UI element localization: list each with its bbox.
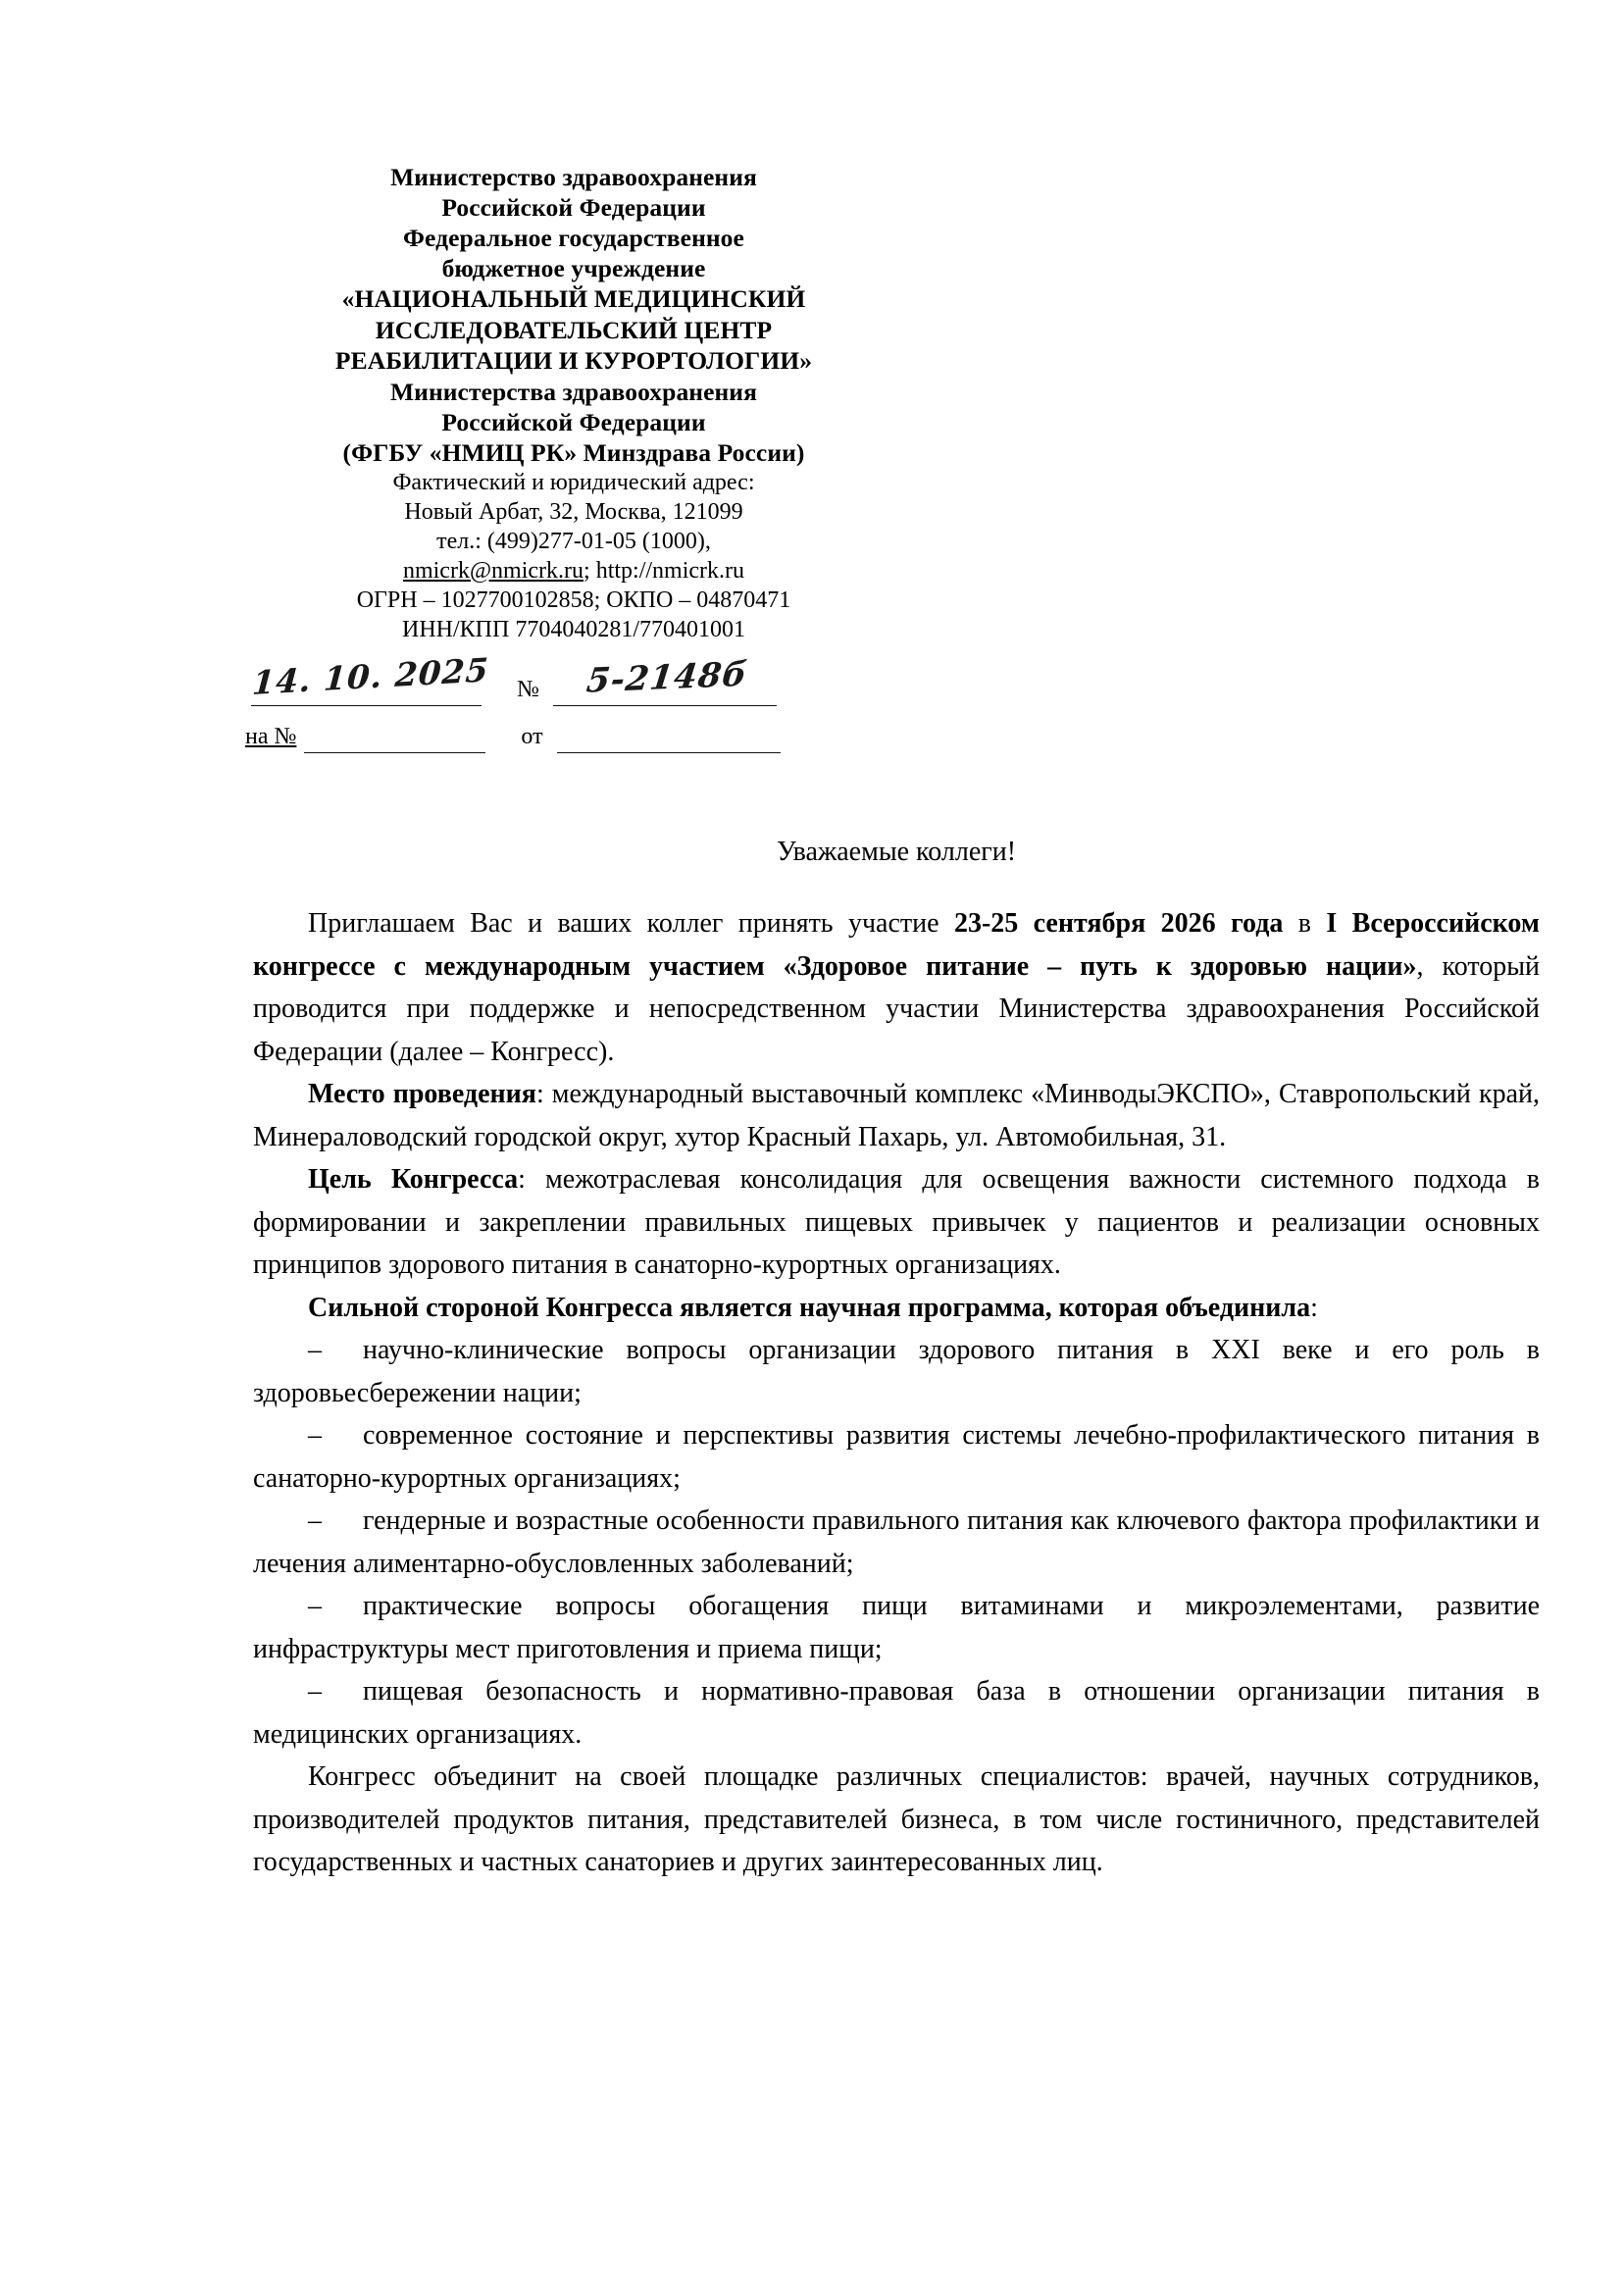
letterhead-line-10: (ФГБУ «НМИЦ РК» Минздрава России) xyxy=(342,437,805,467)
list-item xyxy=(253,1414,1540,1500)
bullet-text: современное состояние и перспективы развития системы лечебно-профилактического питания в санаторно-курортных организациях; xyxy=(253,1420,1540,1494)
reply-to-label: на № xyxy=(245,724,297,749)
salutation: Уважаемые коллеги! xyxy=(776,837,1017,867)
from-date-field[interactable] xyxy=(557,706,781,753)
email-link[interactable]: nmicrk@nmicrk.ru xyxy=(402,557,584,584)
ogrn-okpo-line: ОГРН – 1027700102858; ОКПО – 04870471 xyxy=(356,586,791,613)
list-item xyxy=(253,1670,1540,1756)
congress-title: I Всероссийском конгрессе с международным участием «Здоровое питание – путь к здоровью нации» xyxy=(253,908,1540,982)
list-item xyxy=(253,1329,1540,1414)
letterhead-line-8: Министерства здравоохранения xyxy=(390,377,757,406)
venue-text: : международный выставочный комплекс «МинводыЭКСПО», Ставропольский край, Минераловодский городской округ, хутор Красный Пахарь, ул. Автомобильная, 31. xyxy=(253,1079,1540,1152)
paragraph-goal xyxy=(253,1158,1540,1287)
address-label: Фактический и юридический адрес: xyxy=(392,469,755,495)
reference-row-outgoing xyxy=(245,650,912,706)
list-item xyxy=(253,1585,1540,1670)
letterhead-line-3: Федеральное государственное xyxy=(403,224,744,252)
bullet-text: пищевая безопасность и нормативно-правовая база в отношении организации питания в медицинских организациях. xyxy=(253,1676,1540,1750)
invite-text-2: в xyxy=(1283,908,1327,939)
letterhead-line-5: «НАЦИОНАЛЬНЫЙ МЕДИЦИНСКИЙ xyxy=(341,284,806,313)
paragraph-invitation xyxy=(253,902,1540,1073)
letterhead-line-1: Министерство здравоохранения xyxy=(390,163,757,191)
paragraph-participants: Конгресс объединит на своей площадке различных специалистов: врачей, научных сотрудников, производителей продуктов питания, представителей бизнеса, в том числе гостиничного, представителей государственных и частных санаториев и других заинтересованных лиц. xyxy=(253,1761,1540,1877)
contact-separator: ; xyxy=(584,557,596,584)
list-item xyxy=(253,1500,1540,1585)
letterhead xyxy=(245,162,902,644)
letterhead-line-9: Российской Федерации xyxy=(441,407,706,436)
letterhead-line-6: ИССЛЕДОВАТЕЛЬСКИЙ ЦЕНТР xyxy=(375,315,773,344)
number-handwritten-value: 5-2148б xyxy=(584,654,750,701)
reference-block xyxy=(245,650,912,753)
paragraph-venue xyxy=(253,1073,1540,1158)
letterhead-line-2: Российской Федерации xyxy=(441,193,706,222)
contact-line xyxy=(245,556,902,586)
bullet-dash-icon: – xyxy=(308,1505,322,1536)
address-value: Новый Арбат, 32, Москва, 121099 xyxy=(404,498,743,525)
program-text: : xyxy=(1310,1292,1318,1323)
number-label: № xyxy=(517,677,539,702)
bullet-dash-icon: – xyxy=(308,1420,322,1451)
letterhead-line-7: РЕАБИЛИТАЦИИ И КУРОРТОЛОГИИ» xyxy=(334,346,813,375)
goal-label: Цель Конгресса xyxy=(308,1164,519,1195)
phone-value: тел.: (499)277-01-05 (1000), xyxy=(436,528,711,554)
website-text: http://nmicrk.ru xyxy=(595,557,745,584)
venue-label: Место проведения xyxy=(308,1079,536,1109)
bullet-dash-icon: – xyxy=(308,1335,322,1365)
bullet-text: гендерные и возрастные особенности правильного питания как ключевого фактора профилактики и лечения алиментарно-обусловленных заболеваний; xyxy=(253,1505,1540,1579)
bullet-text: научно-клинические вопросы организации здорового питания в XXI веке и его роль в здоровьесбережении нации; xyxy=(253,1335,1540,1408)
congress-dates: 23-25 сентября 2026 года xyxy=(953,908,1284,939)
invite-text-3: , который проводится при поддержке и непосредственном участии Министерства здравоохранения Российской Федерации (далее – Конгресс). xyxy=(253,950,1540,1067)
paragraph-program xyxy=(253,1287,1540,1330)
inn-kpp-line: ИНН/КПП 7704040281/770401001 xyxy=(401,616,745,642)
number-field[interactable] xyxy=(553,654,777,706)
letter-body xyxy=(253,902,1540,1884)
goal-text: : межотраслевая консолидация для освещения важности системного подхода в формировании и закреплении правильных пищевых привычек у пациентов и реализации основных принципов здорового питания в санаторно-курортных организациях. xyxy=(253,1164,1540,1280)
program-label: Сильной стороной Конгресса является научная программа, которая объединила xyxy=(308,1292,1311,1323)
reply-to-field[interactable] xyxy=(304,706,485,753)
invite-text-1: Приглашаем Вас и ваших коллег принять участие xyxy=(308,908,954,939)
reference-row-incoming xyxy=(245,706,912,753)
from-label: от xyxy=(521,724,543,749)
date-handwritten-value: 14. 10. 2025 xyxy=(251,650,490,702)
bullet-dash-icon: – xyxy=(308,1591,322,1621)
date-field[interactable] xyxy=(251,650,490,706)
bullet-text: практические вопросы обогащения пищи витаминами и микроэлементами, развитие инфраструктуры мест приготовления и приема пищи; xyxy=(253,1591,1540,1664)
bullet-dash-icon: – xyxy=(308,1676,322,1707)
letterhead-line-4: бюджетное учреждение xyxy=(441,254,706,282)
